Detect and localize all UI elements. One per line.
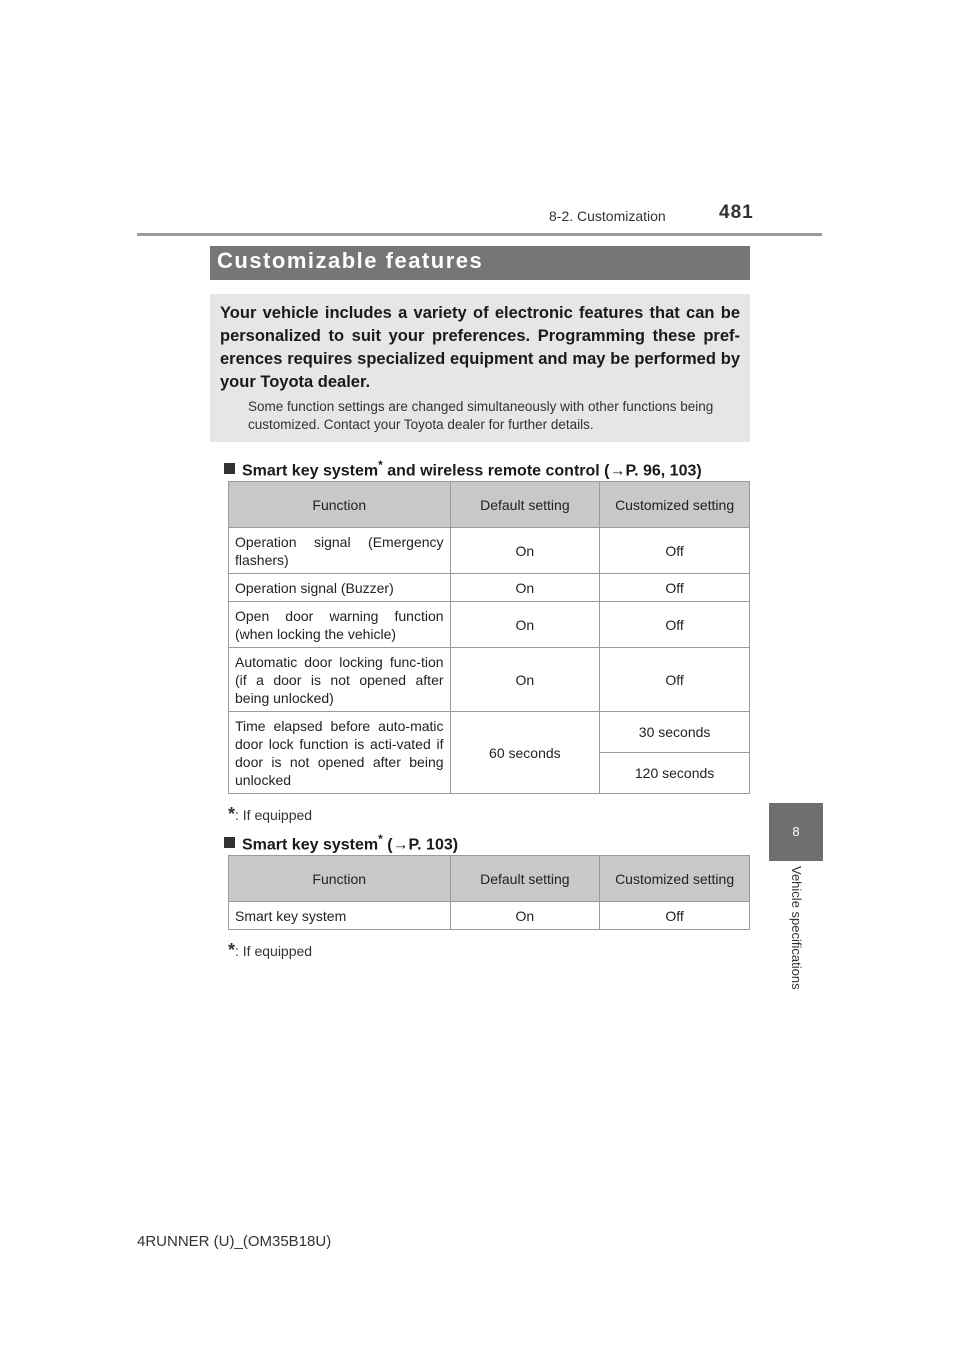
column-header: Function <box>229 856 451 902</box>
function-cell: Operation signal (Emergency flashers) <box>229 528 451 574</box>
table-header-row <box>229 856 750 902</box>
function-cell: Time elapsed before auto-matic door lock function is acti-vated if door is not opened after being unlocked <box>229 712 451 794</box>
chapter-tab-label-wrap <box>770 866 822 1016</box>
footnote-star: * <box>228 940 236 960</box>
section-heading-star: * <box>378 458 383 472</box>
default-cell: On <box>450 602 600 648</box>
custom-cell: 30 seconds <box>600 712 750 753</box>
page-title-bar <box>210 246 750 280</box>
section-heading-smart-key-wireless <box>224 458 702 480</box>
function-cell: Smart key system <box>229 902 451 930</box>
page-number: 481 <box>719 202 754 223</box>
default-cell: On <box>450 648 600 712</box>
header-section-title: 8-2. Customization <box>549 208 666 224</box>
custom-cell: Off <box>600 902 750 930</box>
column-header: Function <box>229 482 451 528</box>
section-heading-text-a: Smart key system <box>242 462 379 480</box>
table-row <box>229 602 750 648</box>
default-cell: On <box>450 528 600 574</box>
table-row <box>229 902 750 930</box>
custom-cell: Off <box>600 648 750 712</box>
chapter-tab-label: Vehicle specifications <box>789 866 804 990</box>
footnote-1 <box>228 804 312 825</box>
footnote-text: : If equipped <box>235 807 313 823</box>
section-heading-text-b: and wireless remote control (→P. 96, 103) <box>382 462 702 480</box>
custom-cell: Off <box>600 528 750 574</box>
intro-box <box>210 294 750 442</box>
default-cell: On <box>450 902 600 930</box>
intro-note: Some function settings are changed simultaneously with other functions being customized. Contact your Toyota dealer for further details. <box>248 399 714 432</box>
function-cell: Automatic door locking func-tion (if a door is not opened after being unlocked) <box>229 648 451 712</box>
section-heading-text-b: (→P. 103) <box>382 836 459 854</box>
section-heading-star: * <box>378 832 383 846</box>
page-title: Customizable features <box>217 248 484 273</box>
custom-cell: 120 seconds <box>600 753 750 794</box>
section-heading-smart-key <box>224 832 458 854</box>
square-bullet-icon <box>224 837 235 848</box>
function-cell: Operation signal (Buzzer) <box>229 574 451 602</box>
customization-table-1 <box>228 481 750 794</box>
function-cell: Open door warning function (when locking the vehicle) <box>229 602 451 648</box>
column-header: Customized setting <box>600 856 750 902</box>
table-row <box>229 528 750 574</box>
footnote-star: * <box>228 804 236 824</box>
footer-model-code: 4RUNNER (U)_(OM35B18U) <box>137 1233 332 1250</box>
column-header: Default setting <box>450 856 600 902</box>
custom-cell: Off <box>600 602 750 648</box>
default-cell: 60 seconds <box>450 712 600 794</box>
customization-table-2 <box>228 855 750 930</box>
table-row <box>229 574 750 602</box>
table-row <box>229 712 750 753</box>
column-header: Customized setting <box>600 482 750 528</box>
table-header-row <box>229 482 750 528</box>
footnote-text: : If equipped <box>235 943 313 959</box>
table-row <box>229 648 750 712</box>
intro-text: Your vehicle includes a variety of electronic features that can be personalized to suit your preferences. Programming these pref-erences requires specialized equipment and may be performed by your Toyota dealer. <box>220 304 740 391</box>
section-heading-text-a: Smart key system <box>242 836 379 854</box>
custom-cell: Off <box>600 574 750 602</box>
chapter-tab-number: 8 <box>792 824 800 839</box>
footnote-2 <box>228 940 312 961</box>
default-cell: On <box>450 574 600 602</box>
square-bullet-icon <box>224 463 235 474</box>
column-header: Default setting <box>450 482 600 528</box>
header-divider <box>137 233 822 236</box>
